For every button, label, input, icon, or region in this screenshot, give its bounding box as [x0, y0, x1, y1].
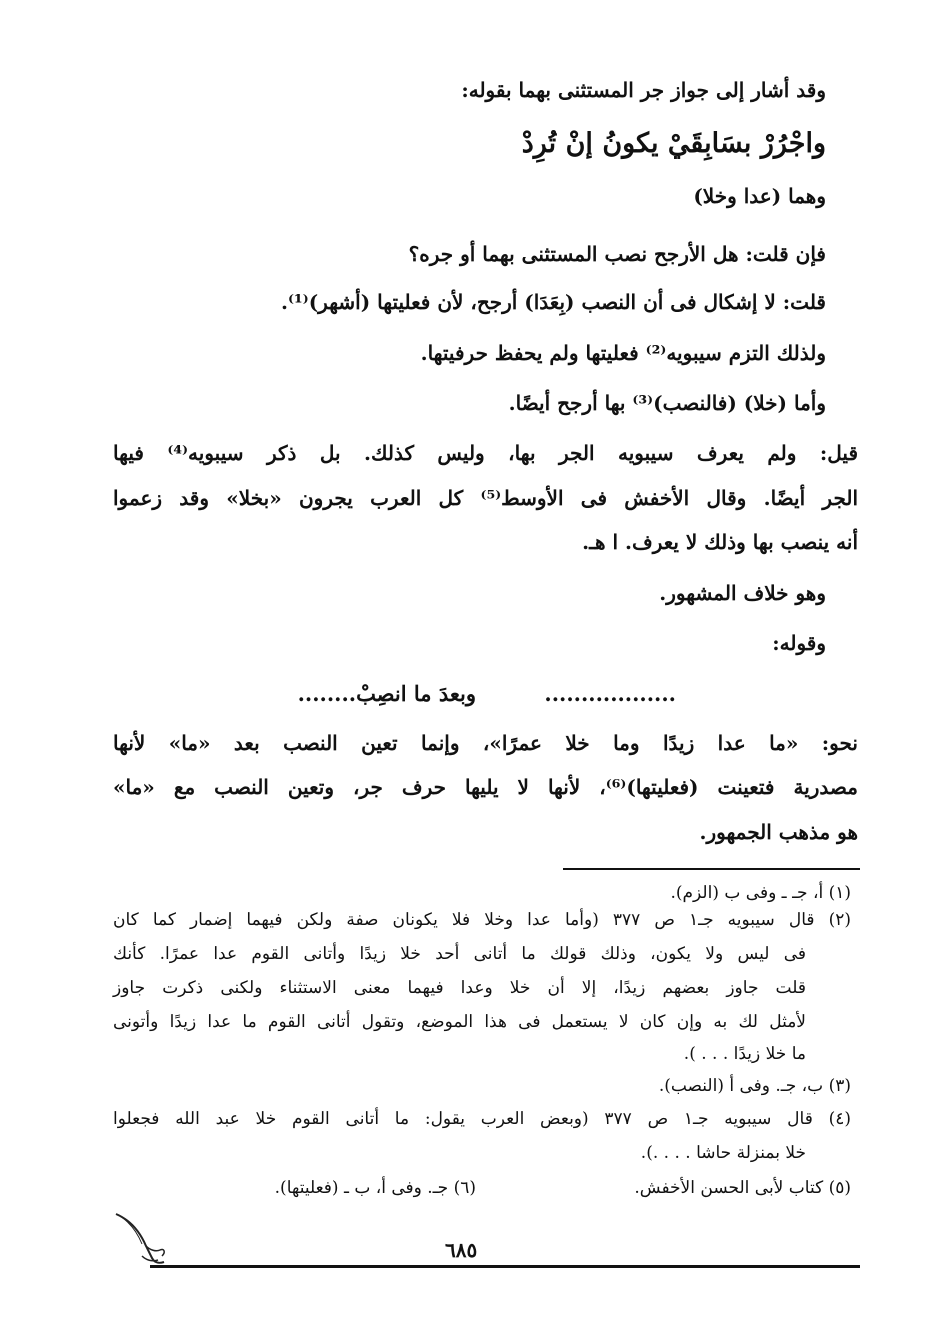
- text-line-12: وقوله:: [772, 631, 826, 655]
- text-line-4: فإن قلت: هل الأرجح نصب المستثنى بهما أو جره؟: [408, 242, 826, 266]
- text-line-16: هو مذهب الجمهور.: [699, 820, 858, 844]
- text-line-9: الجر أيضًا. وقال الأخفش فى الأوسط⁽⁵⁾ كل العرب يجرون «بخلا» وقد زعموا: [113, 486, 858, 510]
- page-bottom-rule: [150, 1265, 860, 1268]
- verse-line: واجْرُرْ بسَابِقَيْ يكونُ إنْ تُرِدْ: [521, 128, 826, 159]
- quill-pen-icon: [112, 1210, 172, 1268]
- footnote-5: (٥) كتاب لأبى الحسن الأخفش.: [634, 1178, 851, 1198]
- text-line-5: قلت: لا إشكال فى أن النصب (بِعَدَا) أرجح، لأن فعليتها (أشهر)⁽¹⁾.: [281, 290, 826, 314]
- hemistich-right: وبعدَ ما انصِبْ........: [297, 681, 476, 706]
- text-line-3: وهما (عدا وخلا): [693, 184, 826, 208]
- footnote-6: (٦) جـ. وفى أ، ب ـ (فعليتها).: [274, 1178, 476, 1198]
- footnote-2-line-3: قلت جاوز بعضهم زيدًا، إلا أن خلا وعدا فيهما معنى الاستثناء ولكنى ذكرت جاوز: [113, 978, 806, 998]
- footnote-2-line-2: فى ليس ولا يكون، وذلك قولك ما أتانى أحد خلا زيدًا وأتانى القوم عدا عمرًا. كأنك: [113, 944, 806, 964]
- text-line-11: وهو خلاف المشهور.: [659, 581, 826, 605]
- text-line-8: قيل: ولم يعرف سيبويه الجر بها، وليس كذلك. بل ذكر سيبويه⁽⁴⁾ فيها: [113, 441, 858, 465]
- text-line-14: نحو: «ما عدا زيدًا وما خلا عمرًا»، وإنما تعين النصب بعد «ما» لأنها: [113, 731, 858, 755]
- hemistich-left: ..................: [544, 681, 676, 706]
- text-line-1: وقد أشار إلى جواز جر المستثنى بهما بقوله:: [461, 78, 826, 102]
- footnote-2-line-4: لأمثل لك به وإن كان لا يستعمل فى هذا الموضع، وتقول أتانى القوم ما عدا زيدًا وأتونى: [113, 1012, 806, 1032]
- footnote-4-line-2: خلا بمنزلة حاشا . . . .).: [640, 1143, 806, 1163]
- footnote-3: (٣) ب، جـ. وفى أ (النصب).: [658, 1076, 851, 1096]
- footnote-4-line-1: (٤) قال سيبويه جـ١ ص ٣٧٧ (وبعض العرب يقول: ما أتانى القوم خلا عبد الله فجعلوا: [113, 1109, 851, 1129]
- footnote-2-line-5: ما خلا زيدًا . . . ).: [683, 1044, 806, 1064]
- text-line-10: أنه ينصب بها وذلك لا يعرف. ا هـ.: [582, 530, 858, 554]
- text-line-7: وأما (خلا) (فالنصب)⁽³⁾ بها أرجح أيضًا.: [508, 391, 826, 415]
- text-line-15: مصدرية فتعينت (فعليتها)⁽⁶⁾، لأنها لا يليها حرف جر، وتعين النصب مع «ما»: [113, 775, 858, 799]
- footnote-separator: [563, 868, 860, 870]
- footnote-2-line-1: (٢) قال سيبويه جـ١ ص ٣٧٧ (وأما عدا وخلا فلا يكونان صفة ولكن فيهما إضمار كما كان: [113, 910, 851, 930]
- page-number: ٦٨٥: [445, 1238, 478, 1262]
- footnote-1: (١) أ، جـ ـ وفى ب (الزم).: [670, 883, 851, 903]
- text-line-6: ولذلك التزم سيبويه⁽²⁾ فعليتها ولم يحفظ حرفيتها.: [420, 341, 826, 365]
